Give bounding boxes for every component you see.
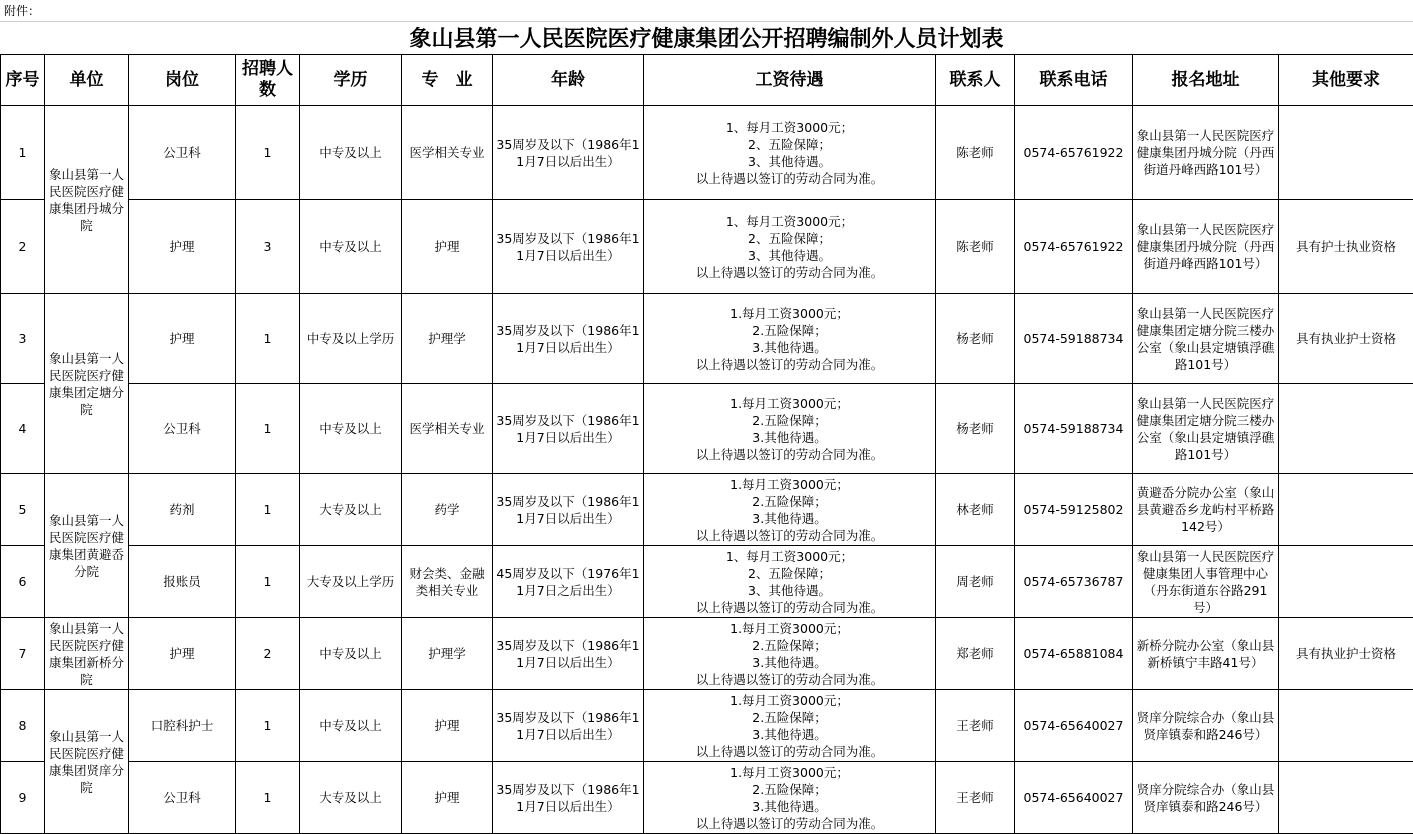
salary-line: 1、每月工资3000元； — [646, 119, 933, 136]
phone-cell: 0574-65761922 — [1015, 106, 1133, 200]
education-cell: 中专及以上 — [300, 106, 402, 200]
phone-cell: 0574-65881084 — [1015, 618, 1133, 690]
major-cell: 护理学 — [402, 618, 493, 690]
salary-line: 以上待遇以签订的劳动合同为准。 — [646, 170, 933, 187]
other-requirement-cell — [1279, 384, 1413, 474]
age-cell: 35周岁及以下（1986年11月7日以后出生） — [493, 294, 644, 384]
count-cell: 1 — [236, 762, 300, 834]
phone-cell: 0574-59188734 — [1015, 294, 1133, 384]
address-cell: 象山县第一人民医院医疗健康集团人事管理中心（丹东街道东谷路291号） — [1133, 546, 1279, 618]
position-cell: 公卫科 — [129, 106, 236, 200]
header-education: 学历 — [300, 55, 402, 106]
header-seq: 序号 — [1, 55, 45, 106]
salary-line: 以上待遇以签订的劳动合同为准。 — [646, 446, 933, 463]
salary-line: 3.其他待遇。 — [646, 726, 933, 743]
salary-line: 以上待遇以签订的劳动合同为准。 — [646, 527, 933, 544]
header-contact: 联系人 — [936, 55, 1015, 106]
row-seq: 9 — [1, 762, 45, 834]
major-cell: 医学相关专业 — [402, 384, 493, 474]
table-row — [1, 762, 1413, 834]
count-cell: 1 — [236, 384, 300, 474]
salary-line: 1.每月工资3000元； — [646, 305, 933, 322]
salary-line: 2、五险保障； — [646, 230, 933, 247]
salary-line: 3.其他待遇。 — [646, 798, 933, 815]
salary-cell — [644, 106, 936, 200]
phone-cell: 0574-65640027 — [1015, 762, 1133, 834]
header-major: 专 业 — [402, 55, 493, 106]
salary-line: 1.每月工资3000元； — [646, 476, 933, 493]
other-requirement-cell — [1279, 546, 1413, 618]
salary-line: 2、五险保障； — [646, 565, 933, 582]
table-row — [1, 384, 1413, 474]
row-seq: 5 — [1, 474, 45, 546]
table-row — [1, 690, 1413, 762]
header-address: 报名地址 — [1133, 55, 1279, 106]
salary-line: 2.五险保障； — [646, 493, 933, 510]
salary-line: 1.每月工资3000元； — [646, 764, 933, 781]
header-count: 招聘人数 — [236, 55, 300, 106]
major-cell: 护理 — [402, 200, 493, 294]
contact-cell: 陈老师 — [936, 200, 1015, 294]
header-other: 其他要求 — [1279, 55, 1413, 106]
salary-line: 1.每月工资3000元； — [646, 395, 933, 412]
address-cell: 黄避岙分院办公室（象山县黄避岙乡龙屿村平桥路142号） — [1133, 474, 1279, 546]
salary-line: 以上待遇以签订的劳动合同为准。 — [646, 815, 933, 832]
phone-cell: 0574-65761922 — [1015, 200, 1133, 294]
salary-line: 3、其他待遇。 — [646, 153, 933, 170]
salary-line: 以上待遇以签订的劳动合同为准。 — [646, 671, 933, 688]
table-row — [1, 294, 1413, 384]
salary-line: 3.其他待遇。 — [646, 510, 933, 527]
count-cell: 1 — [236, 546, 300, 618]
contact-cell: 王老师 — [936, 762, 1015, 834]
position-cell: 口腔科护士 — [129, 690, 236, 762]
address-cell: 象山县第一人民医院医疗健康集团丹城分院（丹西街道丹峰西路101号） — [1133, 200, 1279, 294]
count-cell: 2 — [236, 618, 300, 690]
contact-cell: 林老师 — [936, 474, 1015, 546]
education-cell: 中专及以上 — [300, 690, 402, 762]
address-cell: 新桥分院办公室（象山县新桥镇宁丰路41号） — [1133, 618, 1279, 690]
table-row — [1, 618, 1413, 690]
count-cell: 3 — [236, 200, 300, 294]
salary-cell — [644, 474, 936, 546]
table-row — [1, 474, 1413, 546]
header-unit: 单位 — [45, 55, 129, 106]
education-cell: 中专及以上 — [300, 618, 402, 690]
salary-line: 2.五险保障； — [646, 709, 933, 726]
salary-cell — [644, 618, 936, 690]
salary-line: 3.其他待遇。 — [646, 429, 933, 446]
address-cell: 象山县第一人民医院医疗健康集团定塘分院三楼办公室（象山县定塘镇浮礁路101号） — [1133, 294, 1279, 384]
contact-cell: 杨老师 — [936, 384, 1015, 474]
header-position: 岗位 — [129, 55, 236, 106]
other-requirement-cell — [1279, 762, 1413, 834]
education-cell: 大专及以上 — [300, 474, 402, 546]
table-row — [1, 106, 1413, 200]
unit-name: 象山县第一人民医院医疗健康集团定塘分院 — [45, 294, 129, 474]
address-cell: 贤庠分院综合办（象山县贤庠镇泰和路246号） — [1133, 690, 1279, 762]
position-cell: 护理 — [129, 200, 236, 294]
position-cell: 护理 — [129, 618, 236, 690]
other-requirement-cell — [1279, 106, 1413, 200]
row-seq: 7 — [1, 618, 45, 690]
major-cell: 药学 — [402, 474, 493, 546]
age-cell: 35周岁及以下（1986年11月7日以后出生） — [493, 762, 644, 834]
header-row — [1, 55, 1413, 106]
address-cell: 贤庠分院综合办（象山县贤庠镇泰和路246号） — [1133, 762, 1279, 834]
age-cell: 35周岁及以下（1986年11月7日以后出生） — [493, 106, 644, 200]
table-row — [1, 200, 1413, 294]
row-seq: 4 — [1, 384, 45, 474]
salary-line: 3.其他待遇。 — [646, 654, 933, 671]
age-cell: 35周岁及以下（1986年11月7日以后出生） — [493, 690, 644, 762]
major-cell: 护理 — [402, 762, 493, 834]
salary-cell — [644, 384, 936, 474]
age-cell: 35周岁及以下（1986年11月7日以后出生） — [493, 384, 644, 474]
education-cell: 中专及以上 — [300, 384, 402, 474]
major-cell: 护理学 — [402, 294, 493, 384]
unit-name: 象山县第一人民医院医疗健康集团贤庠分院 — [45, 690, 129, 834]
row-seq: 2 — [1, 200, 45, 294]
age-cell: 45周岁及以下（1976年11月7日之后出生） — [493, 546, 644, 618]
education-cell: 中专及以上学历 — [300, 294, 402, 384]
header-age: 年龄 — [493, 55, 644, 106]
contact-cell: 王老师 — [936, 690, 1015, 762]
other-requirement-cell: 具有执业护士资格 — [1279, 618, 1413, 690]
salary-line: 1.每月工资3000元； — [646, 620, 933, 637]
major-cell: 医学相关专业 — [402, 106, 493, 200]
salary-line: 以上待遇以签订的劳动合同为准。 — [646, 599, 933, 616]
other-requirement-cell — [1279, 690, 1413, 762]
salary-line: 3、其他待遇。 — [646, 582, 933, 599]
phone-cell: 0574-65736787 — [1015, 546, 1133, 618]
salary-cell — [644, 546, 936, 618]
address-cell: 象山县第一人民医院医疗健康集团定塘分院三楼办公室（象山县定塘镇浮礁路101号） — [1133, 384, 1279, 474]
phone-cell: 0574-59125802 — [1015, 474, 1133, 546]
page-title: 象山县第一人民医院医疗健康集团公开招聘编制外人员计划表 — [0, 22, 1413, 54]
salary-line: 以上待遇以签订的劳动合同为准。 — [646, 743, 933, 760]
count-cell: 1 — [236, 474, 300, 546]
position-cell: 护理 — [129, 294, 236, 384]
count-cell: 1 — [236, 690, 300, 762]
address-cell: 象山县第一人民医院医疗健康集团丹城分院（丹西街道丹峰西路101号） — [1133, 106, 1279, 200]
age-cell: 35周岁及以下（1986年11月7日以后出生） — [493, 200, 644, 294]
other-requirement-cell — [1279, 474, 1413, 546]
position-cell: 公卫科 — [129, 384, 236, 474]
contact-cell: 郑老师 — [936, 618, 1015, 690]
salary-line: 以上待遇以签订的劳动合同为准。 — [646, 264, 933, 281]
salary-line: 2、五险保障； — [646, 136, 933, 153]
salary-line: 3.其他待遇。 — [646, 339, 933, 356]
position-cell: 药剂 — [129, 474, 236, 546]
salary-cell — [644, 762, 936, 834]
salary-line: 2.五险保障； — [646, 322, 933, 339]
table-row — [1, 546, 1413, 618]
salary-line: 1、每月工资3000元； — [646, 213, 933, 230]
salary-cell — [644, 200, 936, 294]
salary-line: 3、其他待遇。 — [646, 247, 933, 264]
education-cell: 中专及以上 — [300, 200, 402, 294]
salary-cell — [644, 690, 936, 762]
recruitment-plan-table — [0, 54, 1413, 834]
header-salary: 工资待遇 — [644, 55, 936, 106]
education-cell: 大专及以上 — [300, 762, 402, 834]
contact-cell: 杨老师 — [936, 294, 1015, 384]
salary-line: 2.五险保障； — [646, 781, 933, 798]
contact-cell: 周老师 — [936, 546, 1015, 618]
major-cell: 护理 — [402, 690, 493, 762]
unit-name: 象山县第一人民医院医疗健康集团丹城分院 — [45, 106, 129, 294]
phone-cell: 0574-59188734 — [1015, 384, 1133, 474]
other-requirement-cell: 具有护士执业资格 — [1279, 200, 1413, 294]
row-seq: 6 — [1, 546, 45, 618]
age-cell: 35周岁及以下（1986年11月7日以后出生） — [493, 618, 644, 690]
salary-line: 2.五险保障； — [646, 637, 933, 654]
contact-cell: 陈老师 — [936, 106, 1015, 200]
salary-line: 1.每月工资3000元； — [646, 692, 933, 709]
position-cell: 报账员 — [129, 546, 236, 618]
major-cell: 财会类、金融类相关专业 — [402, 546, 493, 618]
unit-name: 象山县第一人民医院医疗健康集团新桥分院 — [45, 618, 129, 690]
age-cell: 35周岁及以下（1986年11月7日以后出生） — [493, 474, 644, 546]
header-phone: 联系电话 — [1015, 55, 1133, 106]
row-seq: 1 — [1, 106, 45, 200]
salary-line: 以上待遇以签订的劳动合同为准。 — [646, 356, 933, 373]
education-cell: 大专及以上学历 — [300, 546, 402, 618]
position-cell: 公卫科 — [129, 762, 236, 834]
count-cell: 1 — [236, 106, 300, 200]
salary-line: 2.五险保障； — [646, 412, 933, 429]
salary-line: 1、每月工资3000元； — [646, 548, 933, 565]
attachment-label: 附件： — [0, 0, 40, 22]
row-seq: 3 — [1, 294, 45, 384]
count-cell: 1 — [236, 294, 300, 384]
salary-cell — [644, 294, 936, 384]
row-seq: 8 — [1, 690, 45, 762]
unit-name: 象山县第一人民医院医疗健康集团黄避岙分院 — [45, 474, 129, 618]
other-requirement-cell: 具有执业护士资格 — [1279, 294, 1413, 384]
phone-cell: 0574-65640027 — [1015, 690, 1133, 762]
